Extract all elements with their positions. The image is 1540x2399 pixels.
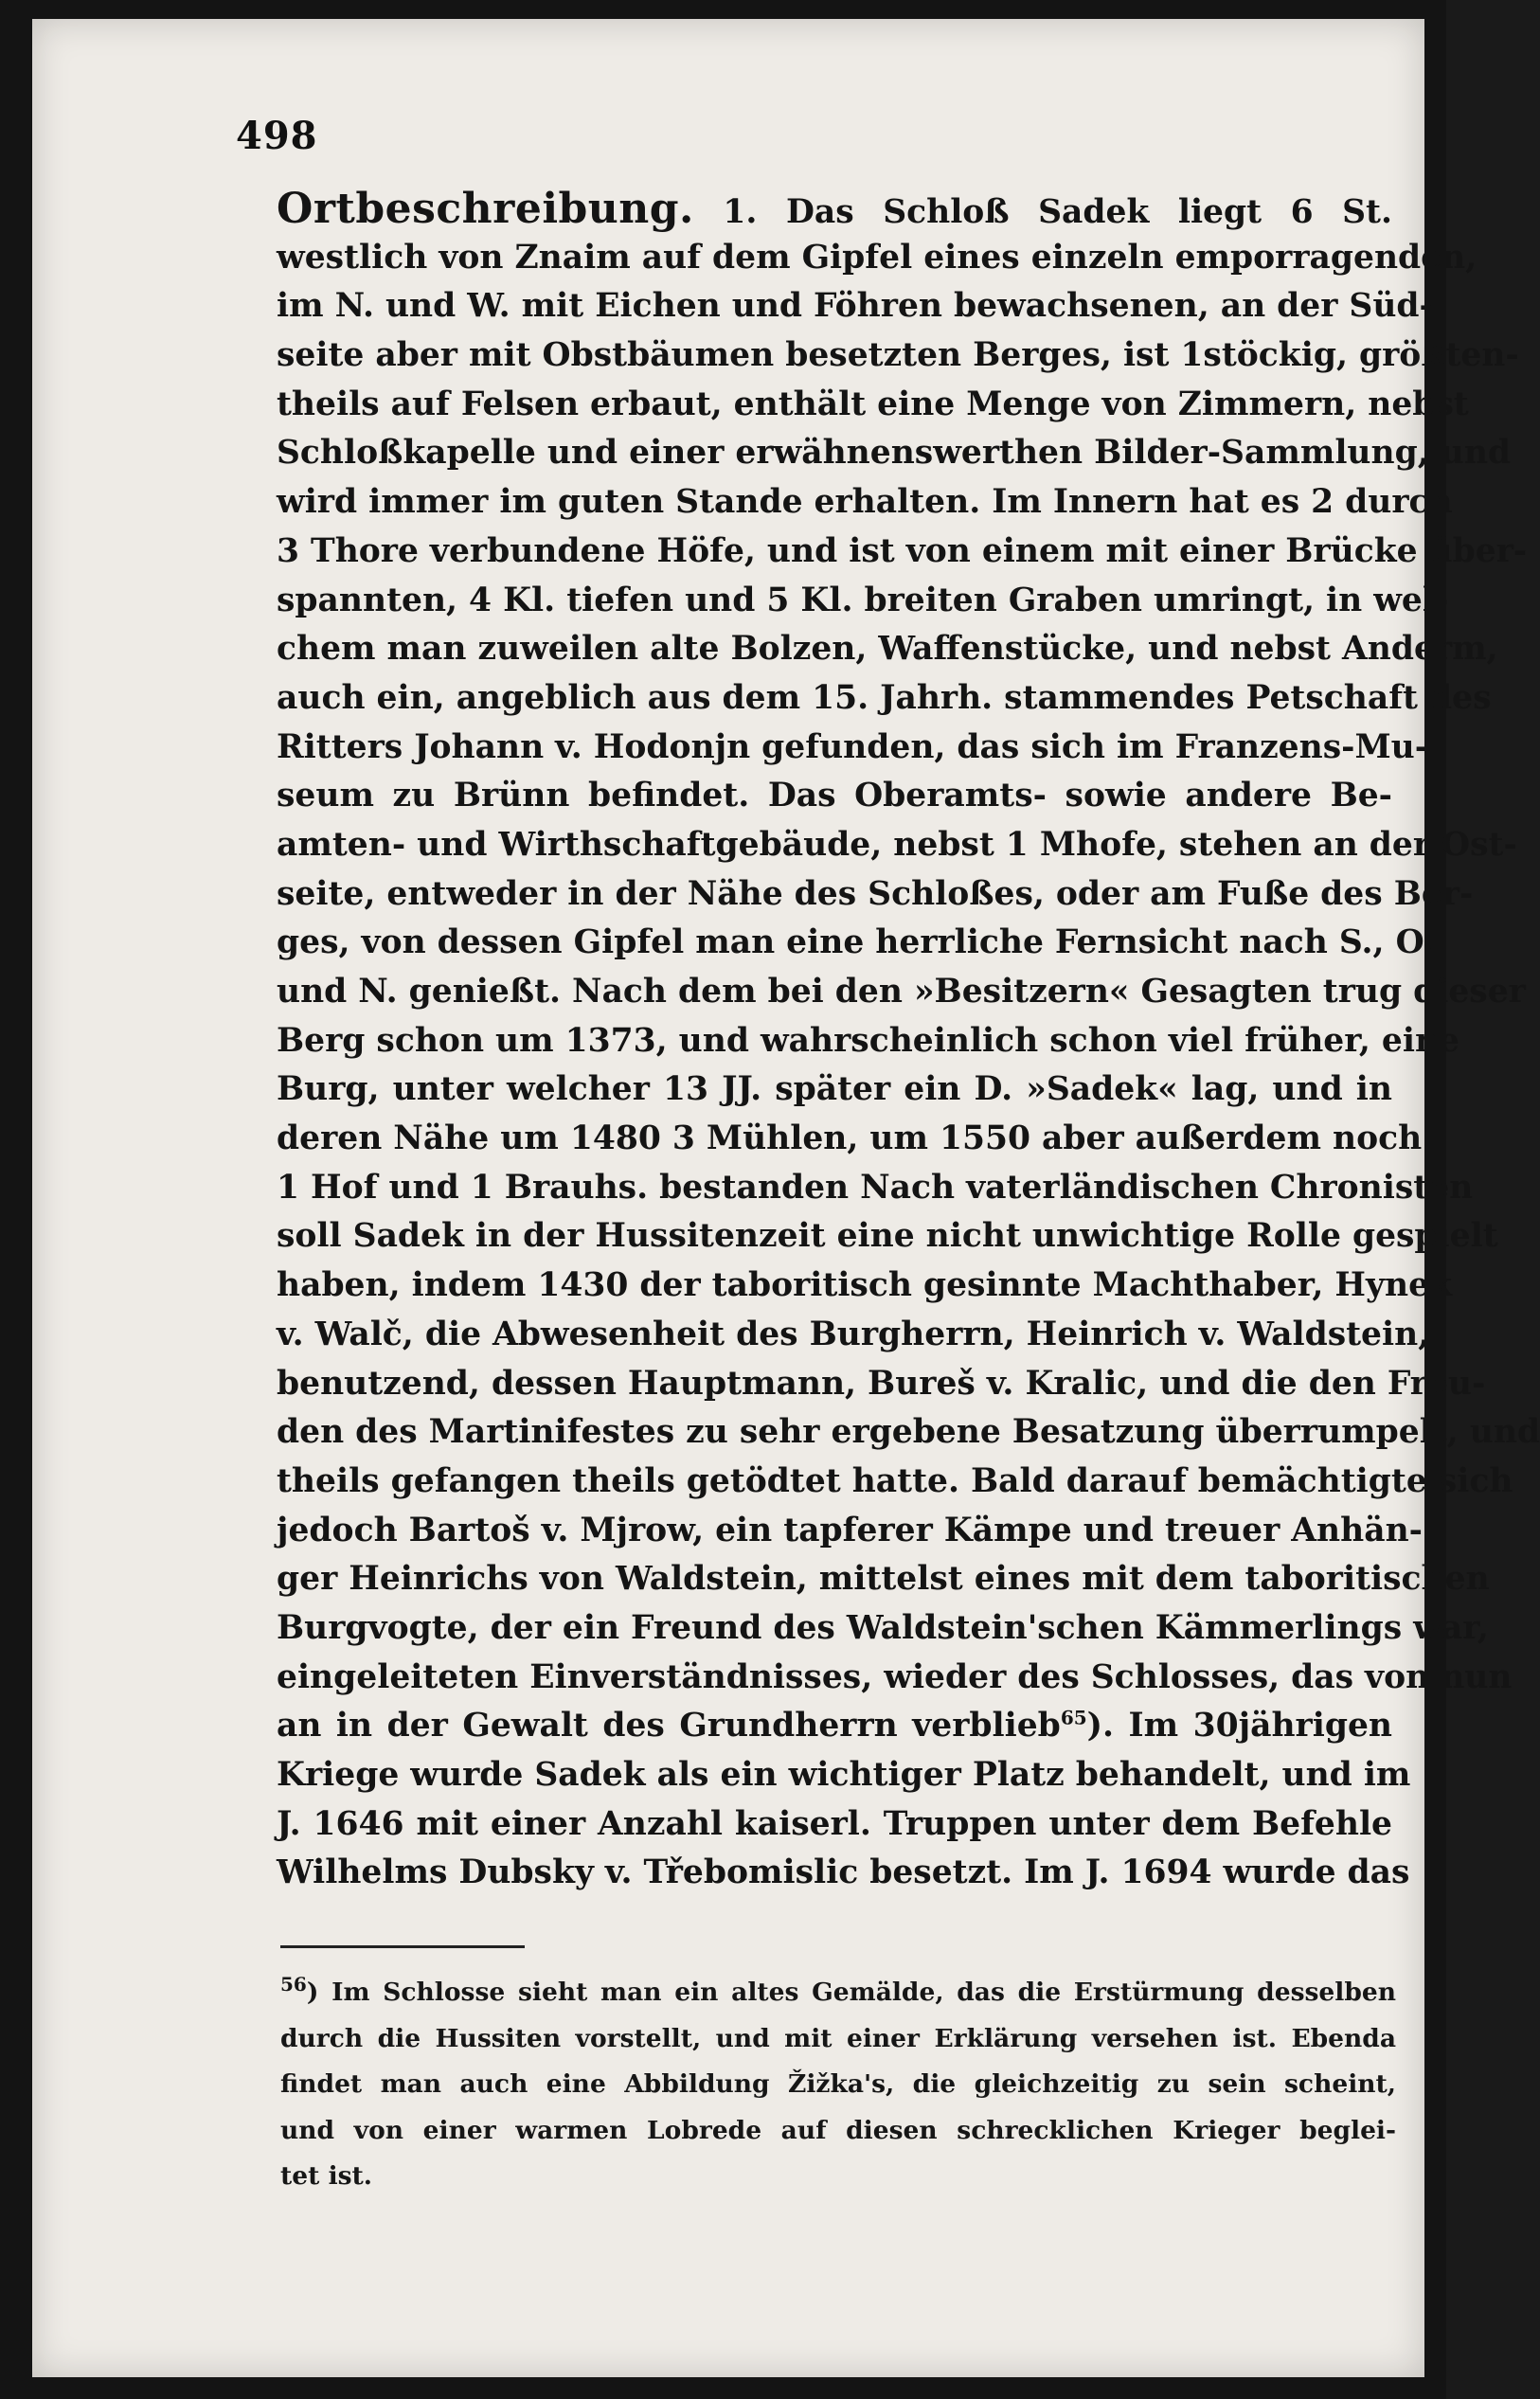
- text-line: 1 Hof und 1 Brauhs. bestanden Nach vaterländischen Chronisten: [277, 1168, 1474, 1207]
- text-line-1-rest: 1. Das Schloß Sadek liegt 6 St.: [723, 193, 1393, 231]
- footnote-line: und von einer warmen Lobrede auf diesen schrecklichen Krieger beglei-: [280, 2115, 1396, 2145]
- text-line: eingeleiteten Einverständnisses, wieder des Schlosses, das von nun: [277, 1657, 1513, 1696]
- text-line: seite, entweder in der Nähe des Schloßes, oder am Fuße des Ber-: [277, 874, 1474, 913]
- text-line: haben, indem 1430 der taboritisch gesinnte Machthaber, Hynek: [277, 1266, 1452, 1305]
- text-line: westlich von Znaim auf dem Gipfel eines einzeln emporragenden,: [277, 238, 1477, 277]
- footnote-line-1-text: ) Im Schlosse sieht man ein altes Gemälde, das die Erstürmung desselben: [306, 1978, 1396, 2007]
- page-number: 498: [236, 114, 318, 158]
- body-text: [277, 185, 1540, 1898]
- text-line: jedoch Bartoš v. Mjrow, ein tapferer Kämpe und treuer Anhän-: [277, 1511, 1423, 1549]
- text-line: im N. und W. mit Eichen und Föhren bewachsenen, an der Süd-: [277, 287, 1433, 326]
- text-line: theils auf Felsen erbaut, enthält eine Menge von Zimmern, nebst: [277, 385, 1469, 423]
- footnote-line-1: [280, 1970, 1396, 2016]
- text-line: Burgvogte, der ein Freund des Waldstein'schen Kämmerlings war,: [277, 1608, 1489, 1647]
- text-line: v. Walč, die Abwesenheit des Burgherrn, Heinrich v. Waldstein,: [277, 1315, 1430, 1353]
- text-line: Ritters Johann v. Hodonjn gefunden, das sich im Franzens-Mu-: [277, 727, 1429, 766]
- text-line: seum zu Brünn befindet. Das Oberamts- sowie andere Be-: [277, 777, 1392, 815]
- text-line: amten- und Wirthschaftgebäude, nebst 1 Mhofe, stehen an der Ost-: [277, 825, 1517, 864]
- text-line-1: [277, 185, 1392, 234]
- text-line: auch ein, angeblich aus dem 15. Jahrh. stammendes Petschaft des: [277, 678, 1492, 717]
- text-line: soll Sadek in der Hussitenzeit eine nicht unwichtige Rolle gespielt: [277, 1217, 1498, 1256]
- text-line: Schloßkapelle und einer erwähnenswerthen Bilder-Sammlung, und: [277, 434, 1512, 473]
- text-line: ger Heinrichs von Waldstein, mittelst eines mit dem taboritischen: [277, 1560, 1490, 1599]
- text-line: wird immer im guten Stande erhalten. Im Innern hat es 2 durch: [277, 483, 1453, 522]
- text-line: Berg schon um 1373, und wahrscheinlich schon viel früher, eine: [277, 1021, 1460, 1060]
- footnote-line: findet man auch eine Abbildung Žižka's, die gleichzeitig zu sein scheint,: [280, 2069, 1396, 2099]
- book-page: [32, 19, 1540, 2377]
- text-line: 3 Thore verbundene Höfe, und ist von einem mit einer Brücke über-: [277, 531, 1528, 570]
- text-line: theils gefangen theils getödtet hatte. Bald darauf bemächtigte sich: [277, 1461, 1513, 1500]
- text-line: spannten, 4 Kl. tiefen und 5 Kl. breiten Graben umringt, in wel-: [277, 581, 1449, 619]
- text-line: Wilhelms Dubsky v. Třebomislic besetzt. Im J. 1694 wurde das: [277, 1853, 1410, 1892]
- text-line-footnote-ref: [277, 1702, 1392, 1751]
- text-line: ges, von dessen Gipfel man eine herrliche Fernsicht nach S., O.: [277, 923, 1434, 962]
- text-line: seite aber mit Obstbäumen besetzten Berges, ist 1stöckig, größten-: [277, 336, 1519, 375]
- footnote-divider: [280, 1945, 525, 1948]
- text-line: benutzend, dessen Hauptmann, Bureš v. Kralic, und die den Freu-: [277, 1364, 1486, 1403]
- footnote-reference: 65: [1060, 1706, 1087, 1729]
- footnote-marker: 56: [280, 1973, 307, 1996]
- footnote-line: durch die Hussiten vorstellt, und mit einer Erklärung versehen ist. Ebenda: [280, 2023, 1396, 2053]
- text-line: Kriege wurde Sadek als ein wichtiger Platz behandelt, und im: [277, 1756, 1411, 1794]
- text-line: deren Nähe um 1480 3 Mühlen, um 1550 aber außerdem noch: [277, 1119, 1423, 1158]
- footnote-line: tet ist.: [280, 2161, 373, 2191]
- footnote: [280, 1970, 1396, 2200]
- section-heading: Ortbeschreibung.: [277, 185, 694, 233]
- text-line: Burg, unter welcher 13 JJ. später ein D. »Sadek« lag, und in: [277, 1070, 1392, 1109]
- text-line: und N. genießt. Nach dem bei den »Besitzern« Gesagten trug dieser: [277, 973, 1526, 1011]
- text-line: J. 1646 mit einer Anzahl kaiserl. Truppen unter dem Befehle: [277, 1804, 1392, 1843]
- text-line-32-end: ). Im 30jährigen: [1086, 1707, 1392, 1746]
- text-line: den des Martinifestes zu sehr ergebene Besatzung überrumpelt, und: [277, 1413, 1540, 1452]
- text-line-32-start: an in der Gewalt des Grundherrn verblieb: [277, 1707, 1061, 1746]
- text-line: chem man zuweilen alte Bolzen, Waffenstücke, und nebst Anderm,: [277, 630, 1498, 669]
